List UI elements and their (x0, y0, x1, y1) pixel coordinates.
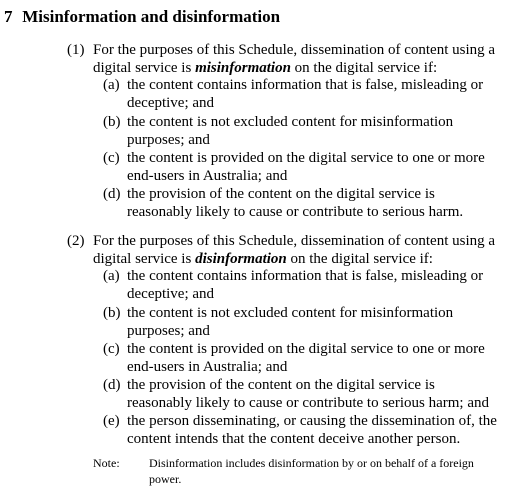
paragraph-text (127, 185, 507, 221)
paragraph-line: end-users in Australia; and (127, 359, 288, 375)
section-title: Misinformation and disinformation (22, 7, 281, 26)
paragraph-label: (d) (103, 186, 121, 202)
subsection-intro-line (93, 59, 505, 77)
defined-term-misinformation: misinformation (195, 60, 291, 76)
subsection-intro (93, 232, 505, 268)
paragraph-line: content intends that the content deceive another person. (127, 431, 461, 447)
note-line: power. (149, 472, 182, 486)
paragraph-text (127, 304, 507, 340)
paragraph-label: (c) (103, 341, 120, 357)
paragraph-line: the provision of the content on the digital service is (127, 186, 435, 202)
paragraph-line: the content is not excluded content for misinformation (127, 114, 454, 130)
paragraph-line: the content contains information that is false, misleading or (127, 77, 484, 93)
paragraph-text (127, 412, 507, 448)
note-label: Note: (93, 456, 120, 470)
paragraph-text (127, 376, 507, 412)
paragraph-text (127, 267, 507, 303)
section-number: 7 (4, 7, 13, 26)
paragraph-text (127, 149, 507, 185)
paragraph-line: the content contains information that is false, misleading or (127, 268, 484, 284)
note-text (149, 455, 504, 487)
intro-text: digital service is (93, 60, 196, 76)
paragraph-line: reasonably likely to cause or contribute to serious harm. (127, 204, 464, 220)
paragraph-line: the content is not excluded content for misinformation (127, 305, 454, 321)
paragraph-text (127, 340, 507, 376)
intro-text: on the digital service if: (290, 60, 438, 76)
paragraph-label: (a) (103, 268, 120, 284)
subsection-intro-line: For the purposes of this Schedule, dissemination of content using a (93, 42, 496, 58)
subsection-intro (93, 41, 505, 77)
note-line: Disinformation includes disinformation by or on behalf of a foreign (149, 456, 474, 470)
paragraph-line: the provision of the content on the digital service is (127, 377, 435, 393)
paragraph-text (127, 76, 507, 112)
paragraph-label: (e) (103, 413, 120, 429)
paragraph-line: the person disseminating, or causing the dissemination of, the (127, 413, 497, 429)
subsection-intro-line (93, 250, 505, 268)
paragraph-text (127, 113, 507, 149)
subsection-number: (1) (67, 42, 85, 58)
subsection-intro-line: For the purposes of this Schedule, dissemination of content using a (93, 233, 496, 249)
paragraph-label: (d) (103, 377, 121, 393)
paragraph-label: (c) (103, 150, 120, 166)
paragraph-label: (b) (103, 114, 121, 130)
paragraph-line: deceptive; and (127, 95, 215, 111)
paragraph-line: deceptive; and (127, 286, 215, 302)
intro-text: digital service is (93, 251, 196, 267)
paragraph-line: the content is provided on the digital service to one or more (127, 150, 485, 166)
paragraph-line: end-users in Australia; and (127, 168, 288, 184)
paragraph-label: (a) (103, 77, 120, 93)
paragraph-line: the content is provided on the digital service to one or more (127, 341, 485, 357)
intro-text: on the digital service if: (286, 251, 433, 267)
paragraph-label: (b) (103, 305, 121, 321)
subsection-number: (2) (67, 233, 85, 249)
defined-term-disinformation: disinformation (195, 251, 287, 267)
section-heading (4, 7, 280, 27)
paragraph-line: reasonably likely to cause or contribute to serious harm; and (127, 395, 489, 411)
paragraph-line: purposes; and (127, 132, 210, 148)
paragraph-line: purposes; and (127, 323, 210, 339)
